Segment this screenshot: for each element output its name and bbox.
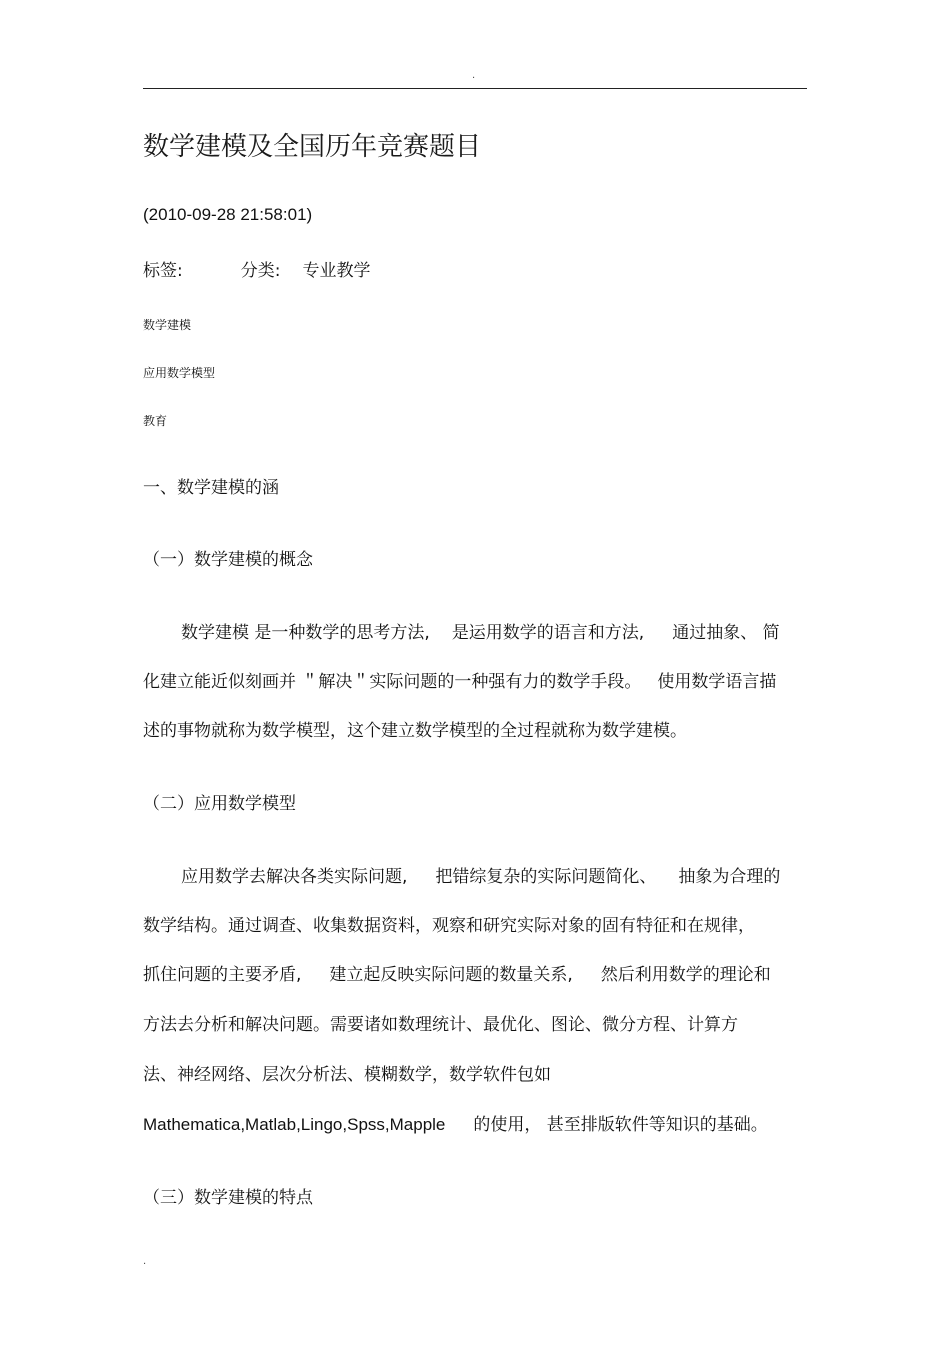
subsection-heading: （三）数学建模的特点 — [143, 1188, 313, 1208]
tag-link[interactable]: 数学建模 — [143, 318, 192, 332]
text-run: 建立起反映实际问题的数量关系, — [329, 965, 573, 985]
tags-label: 标签: — [143, 261, 183, 281]
paragraph-line: 法、神经网络、层次分析法、模糊数学，数学软件包如 — [143, 1065, 551, 1085]
text-run: 数学建模 是一种数学的思考方法, — [181, 623, 430, 643]
subsection-heading: （一）数学建模的概念 — [143, 550, 313, 570]
paragraph-line — [143, 960, 771, 985]
subsection-heading: （二）应用数学模型 — [143, 794, 296, 814]
text-run: 把错综复杂的实际问题简化、 — [435, 867, 657, 887]
text-run: 使用数学语言描 — [657, 672, 777, 692]
category-label: 分类: — [240, 261, 281, 281]
text-run: Mathematica,Matlab,Lingo,Spss,Mapple — [143, 1115, 446, 1134]
header-mark: . — [472, 70, 476, 81]
paragraph-line — [143, 667, 776, 692]
paragraph-line: 述的事物就称为数学模型，这个建立数学模型的全过程就称为数学建模。 — [143, 721, 687, 741]
category-link[interactable]: 专业教学 — [302, 261, 371, 281]
text-run: 抓住问题的主要矛盾, — [143, 965, 302, 985]
text-run: 通过抽象、 简 — [672, 623, 780, 643]
header-rule — [143, 88, 807, 89]
text-run: 然后利用数学的理论和 — [600, 965, 771, 985]
text-run: 是运用数学的语言和方法, — [451, 623, 645, 643]
paragraph-line — [143, 1110, 768, 1135]
page-title: 数学建模及全国历年竞赛题目 — [143, 132, 482, 162]
paragraph-line — [181, 862, 780, 887]
tag-link[interactable]: 教育 — [143, 414, 168, 428]
paragraph-line: 数学结构。通过调查、收集数据资料，观察和研究实际对象的固有特征和在规律， — [143, 916, 755, 936]
text-run: 抽象为合理的 — [678, 867, 781, 887]
text-run: 应用数学去解决各类实际问题, — [181, 867, 408, 887]
paragraph-line: 方法去分析和解决问题。需要诸如数理统计、最优化、图论、微分方程、计算方 — [143, 1015, 738, 1035]
meta-line — [143, 256, 370, 281]
timestamp: (2010-09-28 21:58:01) — [143, 205, 313, 224]
text-run: 的使用， 甚至排版软件等知识的基础。 — [473, 1115, 768, 1135]
section-heading: 一、数学建模的涵 — [143, 478, 279, 498]
tag-link[interactable]: 应用数学模型 — [143, 366, 216, 380]
paragraph-line — [181, 618, 780, 643]
text-run: 化建立能近似刻画并 ＂解决＂实际问题的一种强有力的数学手段。 — [143, 672, 642, 692]
footer-mark: . — [143, 1256, 147, 1267]
